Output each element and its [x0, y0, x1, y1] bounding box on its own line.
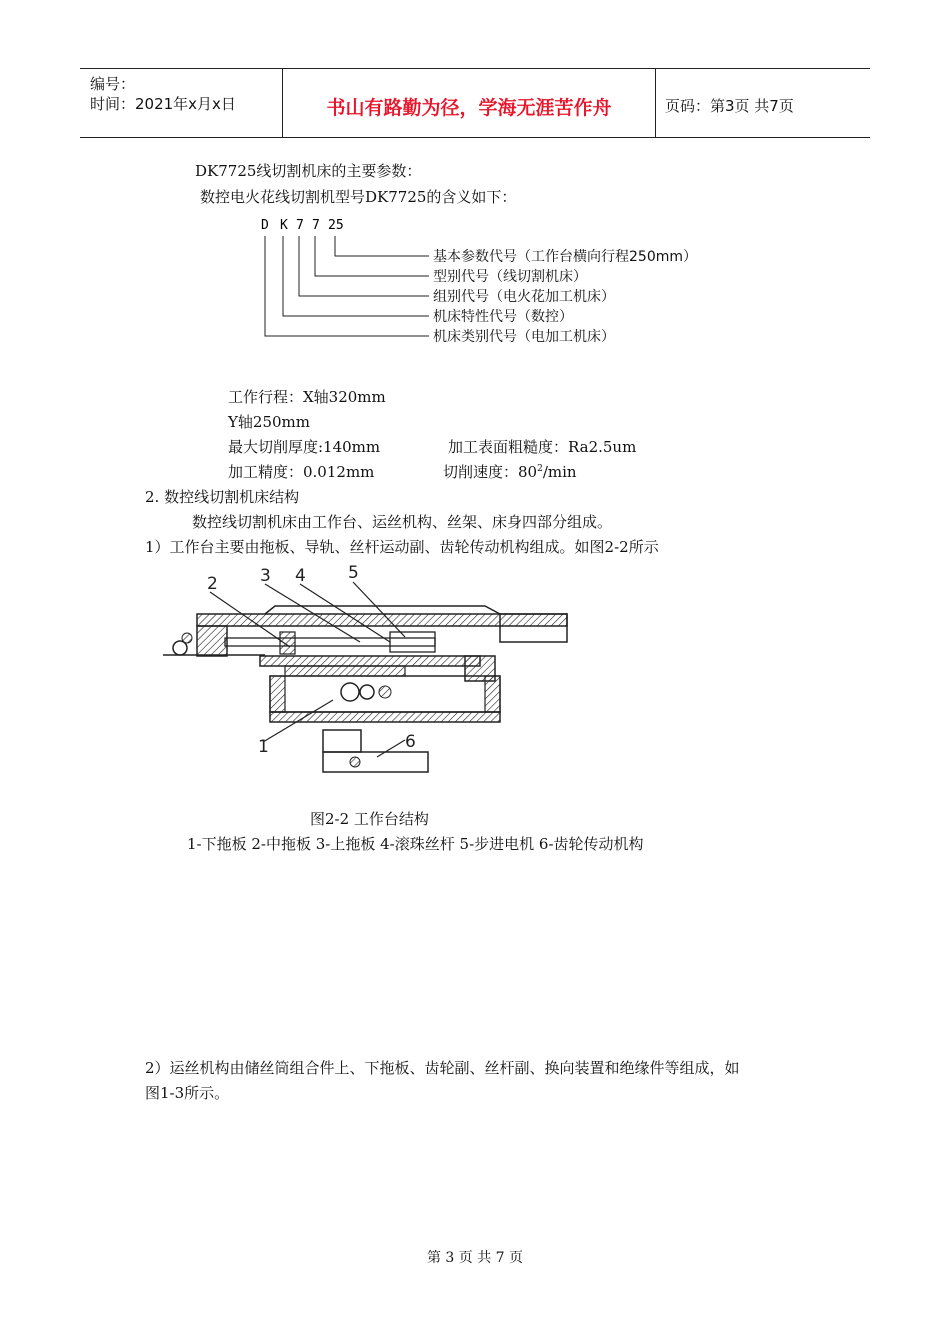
- speed-param: [443, 461, 577, 482]
- code-label: 组别代号（电火花加工机床）: [433, 289, 615, 305]
- header-page-cell: [655, 69, 870, 137]
- code-letter: 25: [328, 218, 344, 233]
- callout-number: 6: [405, 732, 416, 752]
- code-letter: K: [280, 218, 288, 233]
- number-label: 编号：: [90, 75, 136, 93]
- callout-number: 4: [295, 566, 306, 586]
- thickness-param: 最大切削厚度:140mm: [228, 438, 381, 456]
- code-label: 机床特性代号（数控）: [433, 309, 573, 325]
- code-letter: 7: [312, 218, 320, 233]
- callout-number: 5: [348, 563, 359, 583]
- params-title: DK7725线切割机床的主要参数：: [195, 162, 422, 180]
- code-label: 基本参数代号（工作台横向行程250mm）: [433, 249, 697, 265]
- section-description: 数控线切割机床由工作台、运丝机构、丝架、床身四部分组成。: [192, 513, 613, 531]
- wire-mechanism-line1: 2）运丝机构由储丝筒组合件上、下拖板、齿轮副、丝杆副、换向装置和绝缘件等组成，如: [145, 1059, 740, 1077]
- callout-number: 2: [207, 574, 218, 594]
- header-motto-cell: [282, 69, 656, 137]
- figure-legend: 1-下拖板 2-中拖板 3-上拖板 4-滚珠丝杆 5-步进电机 6-齿轮传动机构: [187, 835, 644, 853]
- code-letter: D: [261, 218, 269, 233]
- figure-caption: 图2-2 工作台结构: [310, 810, 429, 828]
- wire-mechanism-line2: 图1-3所示。: [145, 1084, 230, 1102]
- code-letter: 7: [296, 218, 304, 233]
- model-meaning-title: 数控电火花线切割机型号DK7725的含义如下：: [200, 188, 517, 206]
- date-label: 时间：2021年x月x日: [90, 95, 236, 113]
- worktable-structure-figure: [155, 562, 585, 787]
- speed-value: 切削速度：80: [443, 463, 538, 481]
- code-label: 机床类别代号（电加工机床）: [433, 329, 615, 345]
- precision-param: 加工精度：0.012mm: [228, 463, 375, 481]
- speed-unit: /min: [542, 463, 577, 481]
- worktable-description: 1）工作台主要由拖板、导轨、丝杆运动副、齿轮传动机构组成。如图2-2所示: [145, 538, 659, 556]
- document-header: [80, 68, 870, 138]
- page-footer: 第 3 页 共 7 页: [426, 1250, 524, 1266]
- page-info: 页码：第3页 共7页: [665, 97, 794, 115]
- model-code-diagram: [255, 212, 725, 352]
- motto: 书山有路勤为径，学海无涯苦作舟: [326, 97, 612, 119]
- callout-number: 1: [258, 737, 269, 757]
- header-meta: [80, 69, 282, 137]
- code-leader-lines: [265, 236, 429, 336]
- roughness-param: 加工表面粗糙度：Ra2.5um: [448, 438, 637, 456]
- travel-param: 工作行程：X轴320mm: [228, 388, 386, 406]
- speed-superscript: 2: [537, 464, 543, 474]
- callout-number: 3: [260, 566, 271, 586]
- section-heading: 2. 数控线切割机床结构: [145, 488, 300, 506]
- y-axis-param: Y轴250mm: [228, 413, 310, 431]
- code-label: 型别代号（线切割机床）: [433, 269, 587, 285]
